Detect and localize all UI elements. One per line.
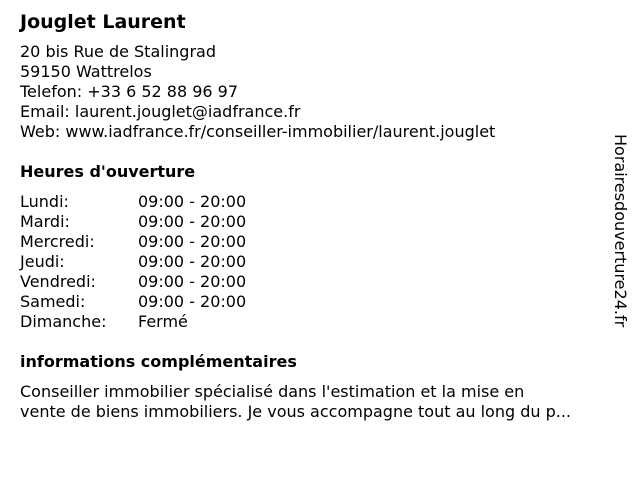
hours-day: Dimanche: — [20, 312, 107, 331]
hours-day: Samedi: — [20, 292, 86, 311]
hours-day: Vendredi: — [20, 272, 96, 291]
hours-row-thursday — [20, 252, 620, 272]
hours-day: Mardi: — [20, 212, 70, 231]
hours-time: 09:00 - 20:00 — [138, 232, 247, 251]
description-line-2: vente de biens immobiliers. Je vous accompagne tout au long du p... — [20, 402, 572, 421]
watermark-text: Horairesdouverture24.fr — [611, 134, 630, 328]
hours-time: 09:00 - 20:00 — [138, 272, 247, 291]
hours-time: 09:00 - 20:00 — [138, 212, 247, 231]
phone-line: Telefon: +33 6 52 88 96 97 — [20, 82, 239, 101]
address-line-1: 20 bis Rue de Stalingrad — [20, 42, 216, 61]
description-line-1: Conseiller immobilier spécialisé dans l'estimation et la mise en — [20, 382, 525, 401]
hours-row-friday — [20, 272, 620, 292]
hours-day: Mercredi: — [20, 232, 95, 251]
email-line: Email: laurent.jouglet@iadfrance.fr — [20, 102, 301, 121]
opening-hours-heading: Heures d'ouverture — [20, 162, 196, 181]
hours-time: 09:00 - 20:00 — [138, 292, 247, 311]
web-line: Web: www.iadfrance.fr/conseiller-immobilier/laurent.jouglet — [20, 122, 496, 141]
hours-day: Jeudi: — [20, 252, 65, 271]
hours-row-saturday — [20, 292, 620, 312]
hours-time: 09:00 - 20:00 — [138, 252, 247, 271]
hours-row-sunday — [20, 312, 620, 332]
additional-info-heading: informations complémentaires — [20, 352, 297, 371]
additional-info-text — [20, 382, 624, 422]
hours-day: Lundi: — [20, 192, 69, 211]
hours-time: Fermé — [138, 312, 188, 331]
address-line-2: 59150 Wattrelos — [20, 62, 152, 81]
watermark — [610, 134, 630, 374]
business-card — [20, 10, 620, 422]
hours-row-tuesday — [20, 212, 620, 232]
hours-row-monday — [20, 192, 620, 212]
hours-time: 09:00 - 20:00 — [138, 192, 247, 211]
business-name: Jouglet Laurent — [20, 11, 186, 33]
hours-row-wednesday — [20, 232, 620, 252]
opening-hours-list — [20, 192, 620, 332]
